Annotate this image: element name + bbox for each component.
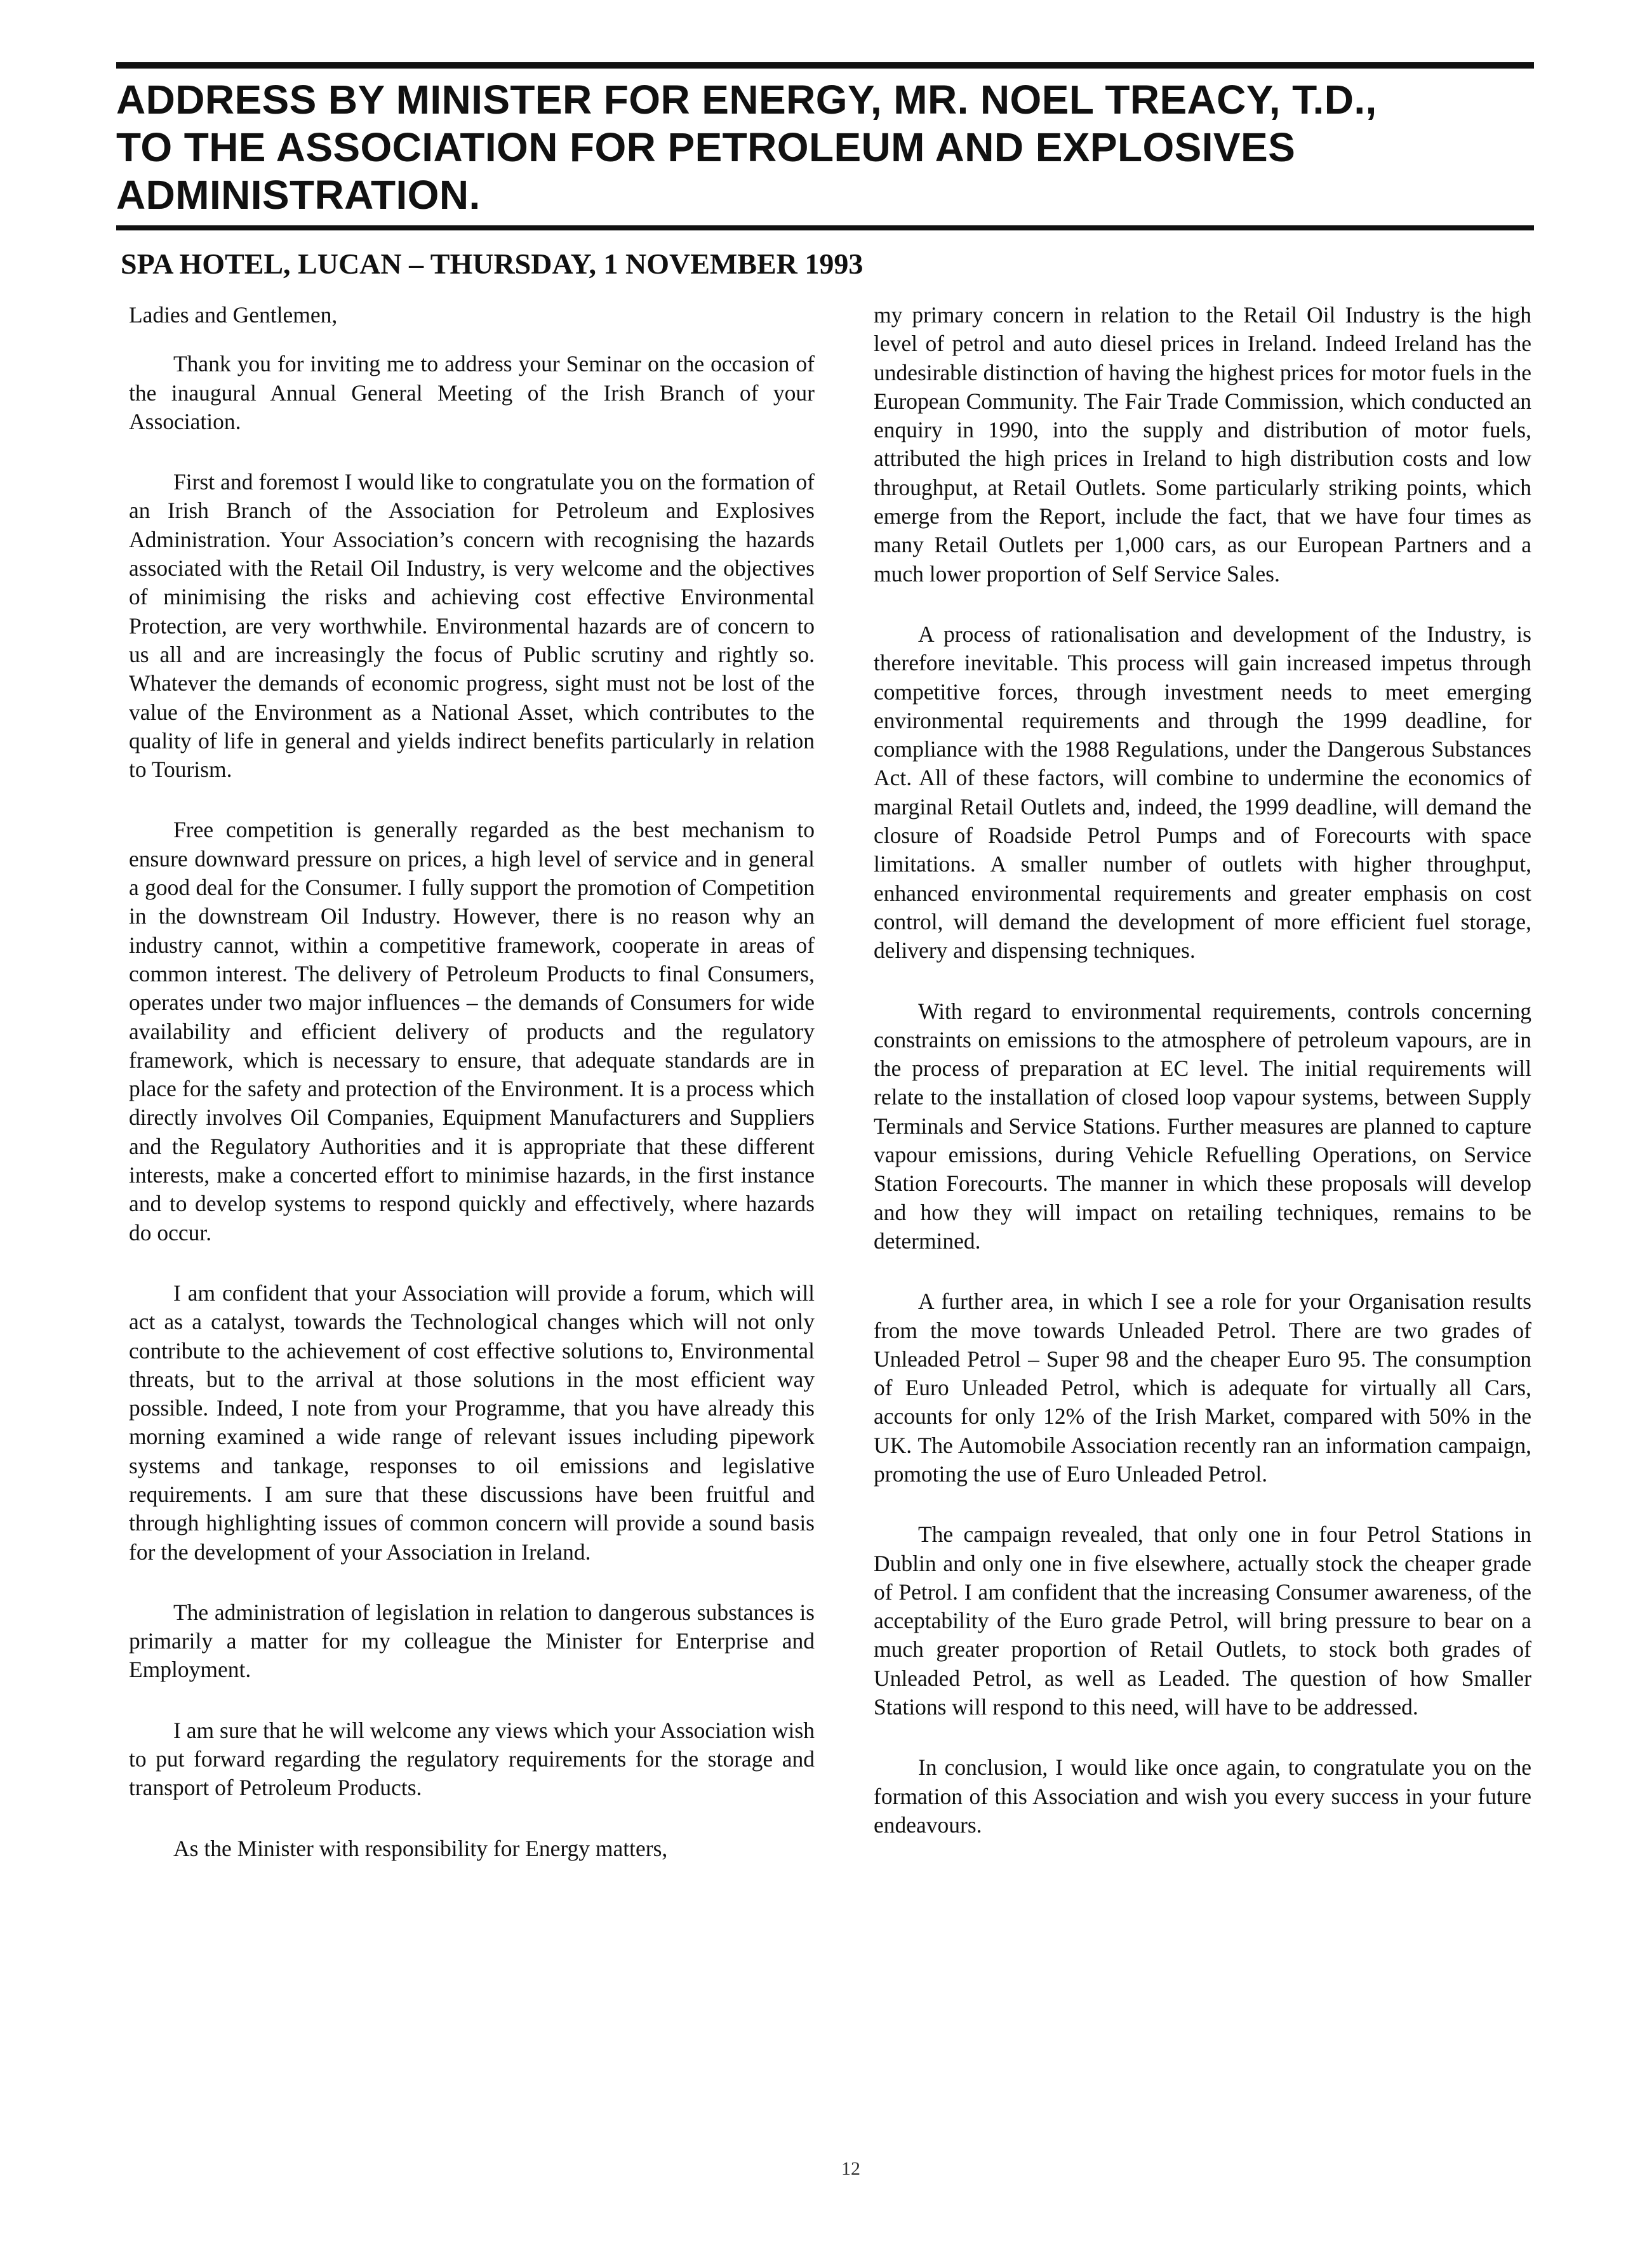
paragraph: I am sure that he will welcome any views which your Association wish to put forward regarding the regulatory requirements for the storage and transport of Petroleum Products. [129, 1717, 815, 1801]
bottom-rule [116, 225, 1534, 230]
paragraph: First and foremost I would like to congratulate you on the formation of an Irish Branch of the Association for Petroleum and Explosives Administration. Your Association’s concern with recognising the hazards associated with the Retail Oil Industry, is very welcome and the objectives of minimising the risks and achieving cost effective Environmental Protection, are very worthwhile. Environmental hazards are of concern to us all and are increasingly the focus of Public scrutiny and rightly so. Whatever the demands of economic progress, sight must not be lost of the value of the Environment as a National Asset, which contributes to the quality of life in general and yields indirect benefits particularly in relation to Tourism. [129, 469, 815, 783]
paragraph: Thank you for inviting me to address your Seminar on the occasion of the inaugural Annual General Meeting of the Irish Branch of your Association. [129, 351, 815, 434]
page-number: 12 [841, 2158, 860, 2179]
paragraph: A process of rationalisation and development of the Industry, is therefore inevitable. This process will gain increased impetus through competitive forces, through investment needs to meet emerging environmental requirements and through the 1999 deadline, for compliance with the 1988 Regulations, under the Dangerous Substances Act. All of these factors, will combine to undermine the economics of marginal Retail Outlets and, indeed, the 1999 deadline, will demand the closure of Roadside Petrol Pumps and of Forecourts with space limitations. A smaller number of outlets with higher throughput, enhanced environmental requirements and greater emphasis on cost control, will demand the development of more efficient fuel storage, delivery and dispensing techniques. [874, 621, 1531, 964]
paragraph: As the Minister with responsibility for Energy matters, [173, 1835, 668, 1861]
right-column [874, 301, 1531, 1871]
paragraph-continued: my primary concern in relation to the Retail Oil Industry is the high level of petrol and auto diesel prices in Ireland. Indeed Ireland has the undesirable distinction of having the highest prices for motor fuels in the European Community. The Fair Trade Commission, which conducted an enquiry in 1990, into the supply and distribution of motor fuels, attributed the high prices in Ireland to high distribution costs and low throughput, at Retail Outlets. Some particularly striking points, which emerge from the Report, include the fact, that we have four times as many Retail Outlets per 1,000 cars, as our European Partners and a much lower proportion of Self Service Sales. [874, 302, 1531, 587]
left-column [129, 301, 815, 1895]
paragraph: Free competition is generally regarded as the best mechanism to ensure downward pressure on prices, a high level of service and in general a good deal for the Consumer. I fully support the promotion of Competition in the downstream Oil Industry. However, there is no reason why an industry cannot, within a competitive framework, cooperate in areas of common interest. The delivery of Petroleum Products to final Consumers, operates under two major influences – the demands of Consumers for wide availability and efficient delivery of products and the regulatory framework, which is necessary to ensure, that adequate standards are in place for the safety and protection of the Environment. It is a process which directly involves Oil Companies, Equipment Manufacturers and Suppliers and the Regulatory Authorities and it is appropriate that these different interests, make a concerted effort to minimise hazards, in the first instance and to develop systems to respond quickly and effectively, where hazards do occur. [129, 817, 815, 1245]
headline-line: ADDRESS BY MINISTER FOR ENERGY, MR. NOEL TREACY, T.D., [116, 77, 1377, 123]
venue-date-subtitle: SPA HOTEL, LUCAN – THURSDAY, 1 NOVEMBER 1993 [121, 248, 864, 280]
top-rule [116, 62, 1534, 69]
paragraph: With regard to environmental requirements, controls concerning constraints on emissions to the atmosphere of petroleum vapours, are in the process of preparation at EC level. The initial requirements will relate to the installation of closed loop vapour systems, between Supply Terminals and Service Stations. Further measures are planned to capture vapour emissions, during Vehicle Refuelling Operations, on Service Station Forecourts. The manner in which these proposals will develop and how they will impact on retailing techniques, remains to be determined. [874, 998, 1531, 1254]
paragraph: The administration of legislation in relation to dangerous substances is primarily a matter for my colleague the Minister for Enterprise and Employment. [129, 1599, 815, 1683]
paragraph: I am confident that your Association will provide a forum, which will act as a catalyst, towards the Technological changes which will not only contribute to the achievement of cost effective solutions to, Environmental threats, but to the arrival at those solutions in the most efficient way possible. Indeed, I note from your Programme, that you have already this morning examined a wide range of relevant issues including pipework systems and tankage, responses to oil emissions and legislative requirements. I am sure that these discussions have been fruitful and through highlighting issues of common concern will provide a sound basis for the development of your Association in Ireland. [129, 1280, 815, 1565]
headline [116, 76, 1534, 219]
salutation: Ladies and Gentlemen, [129, 302, 338, 328]
paragraph: In conclusion, I would like once again, to congratulate you on the formation of this Association and wish you every success in your future endeavours. [874, 1754, 1531, 1838]
headline-line: ADMINISTRATION. [116, 172, 481, 218]
paragraph: The campaign revealed, that only one in four Petrol Stations in Dublin and only one in five elsewhere, actually stock the cheaper grade of Petrol. I am confident that the increasing Consumer awareness, of the acceptability of the Euro grade Petrol, will bring pressure to bear on a much greater proportion of Retail Outlets, to stock both grades of Unleaded Petrol, as well as Leaded. The question of how Smaller Stations will respond to this need, will have to be addressed. [874, 1522, 1531, 1720]
headline-line: TO THE ASSOCIATION FOR PETROLEUM AND EXPLOSIVES [116, 124, 1296, 170]
paragraph: A further area, in which I see a role for your Organisation results from the move towards Unleaded Petrol. There are two grades of Unleaded Petrol – Super 98 and the cheaper Euro 95. The consumption of Euro Unleaded Petrol, which is adequate for virtually all Cars, accounts for only 12% of the Irish Market, compared with 50% in the UK. The Automobile Association recently ran an information campaign, promoting the use of Euro Unleaded Petrol. [874, 1289, 1531, 1487]
